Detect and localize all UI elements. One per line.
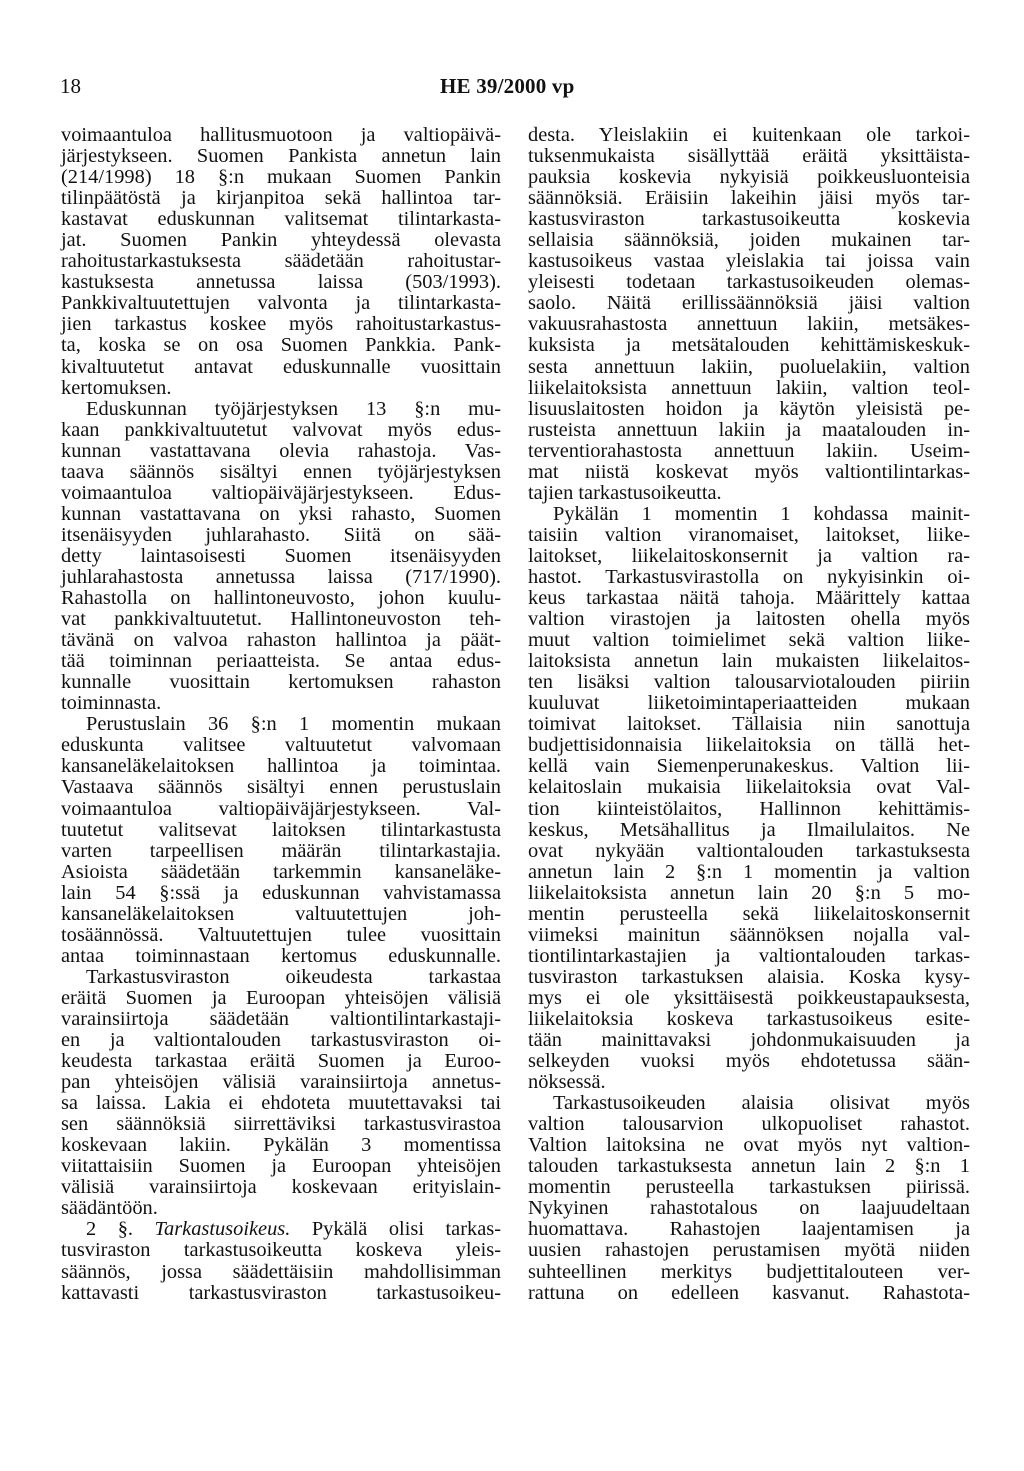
text-line: vat pankkivaltuutetut. Hallintoneuvoston teh- bbox=[61, 608, 501, 631]
text-line: selkeyden vuoksi myös ehdotetussa sään- bbox=[528, 1050, 970, 1073]
text-line: tion kiinteistölaitos, Hallinnon kehittämis- bbox=[528, 797, 970, 820]
text-line: liikelaitoksista annettuun lakiin, valtion teol- bbox=[528, 376, 970, 399]
text-line: järjestykseen. Suomen Pankista annetun lain bbox=[61, 145, 501, 168]
text-line: mat niistä koskevat myös valtiontilintarkas- bbox=[528, 460, 970, 483]
text-line: Eduskunnan työjärjestyksen 13 §:n mu- bbox=[86, 397, 501, 420]
text-line: momentin perusteella tarkastuksen piirissä. bbox=[528, 1176, 970, 1199]
text-line: viimeksi mainitun säännöksen nojalla val- bbox=[528, 923, 970, 946]
text-line: Vastaava säännös sisältyi ennen perustuslain bbox=[61, 776, 501, 799]
text-line: voimaantuloa valtiopäiväjärjestykseen. Edus- bbox=[61, 481, 501, 504]
text-line: nöksessä. bbox=[528, 1071, 606, 1094]
text-line: kuksista ja metsätalouden kehittämiskeskuk- bbox=[528, 334, 970, 357]
text-line: tilinpäätöstä ja kirjanpitoa sekä hallintoa tar- bbox=[61, 187, 501, 210]
text-line: toiminnasta. bbox=[61, 692, 162, 715]
text-line: voimaantuloa hallitusmuotoon ja valtiopäivä- bbox=[61, 124, 501, 146]
text-line: kunnan vastattavana olevia rahastoja. Vas- bbox=[61, 439, 501, 462]
text-line: lain 54 §:ssä ja eduskunnan vahvistamassa bbox=[61, 881, 501, 904]
text-fragment: 2 §. bbox=[86, 1218, 155, 1241]
text-line: tiontilintarkastajien ja valtiontalouden tarkas- bbox=[528, 944, 970, 967]
text-line: voimaantuloa valtiopäiväjärjestykseen. Val- bbox=[61, 797, 501, 820]
text-line: taisiin valtion viranomaiset, laitokset, liike- bbox=[528, 523, 970, 546]
text-line: eräitä Suomen ja Euroopan yhteisöjen välisiä bbox=[61, 986, 501, 1009]
text-line: kertomuksen. bbox=[61, 376, 172, 399]
text-line: kelaitoslain mukaisia liikelaitoksia ovat Val- bbox=[528, 776, 970, 799]
text-line: hastot. Tarkastusvirastolla on nykyisinkin oi- bbox=[528, 565, 970, 588]
text-line: tusviraston tarkastusoikeutta koskeva yleis- bbox=[61, 1239, 501, 1262]
page-number: 18 bbox=[60, 74, 81, 98]
text-line: terventiorahastosta annettuun lakiin. Useim- bbox=[528, 439, 970, 462]
text-line: Tarkastusviraston oikeudesta tarkastaa bbox=[86, 965, 501, 988]
text-line: vakuusrahastosta annettuun lakiin, metsäkes- bbox=[528, 313, 970, 336]
text-line: huomattava. Rahastojen laajentamisen ja bbox=[528, 1218, 970, 1241]
text-line: tävänä on valvoa rahaston hallintoa ja päät- bbox=[61, 629, 501, 652]
text-line: liikelaitoksista annetun lain 20 §:n 5 mo- bbox=[528, 881, 970, 904]
text-line: kunnan vastattavana on yksi rahasto, Suomen bbox=[61, 502, 501, 525]
running-head: HE 39/2000 vp bbox=[440, 74, 575, 98]
text-line: koskevaan lakiin. Pykälän 3 momentissa bbox=[61, 1134, 501, 1157]
text-line: detty laintasoisesti Suomen itsenäisyyden bbox=[61, 544, 501, 567]
text-line: mentin perusteella sekä liikelaitoskonsernit bbox=[528, 902, 970, 925]
text-line: uusien rahastojen perustamisen myötä niiden bbox=[528, 1239, 970, 1262]
text-line: kivaltuutetut antavat eduskunnalle vuosittain bbox=[61, 355, 501, 378]
text-line: tajien tarkastusoikeutta. bbox=[528, 481, 722, 504]
text-line: antaa toiminnastaan kertomus eduskunnalle. bbox=[61, 944, 501, 967]
text-line: kastavat eduskunnan valitsemat tilintarkasta- bbox=[61, 208, 501, 231]
text-line: tuksenmukaista sisällyttää eräitä yksittäista- bbox=[528, 145, 970, 168]
text-line: desta. Yleislakiin ei kuitenkaan ole tarkoi- bbox=[528, 124, 970, 146]
text-line: jien tarkastus koskee myös rahoitustarkastus- bbox=[61, 313, 501, 336]
text-line: sa laissa. Lakia ei ehdoteta muutettavaksi tai bbox=[61, 1092, 501, 1115]
text-line: kastuksesta annetussa laissa (503/1993). bbox=[61, 271, 501, 294]
text-line: eduskunta valitsee valtuutetut valvomaan bbox=[61, 734, 501, 757]
text-line: liikelaitoksia koskeva tarkastusoikeus esite- bbox=[528, 1007, 970, 1030]
text-line: kansaneläkelaitoksen valtuutettujen joh- bbox=[61, 902, 501, 925]
text-line: juhlarahastosta annetussa laissa (717/1990). bbox=[61, 565, 501, 588]
text-line: kastusoikeus vastaa yleislakia tai joissa vain bbox=[528, 250, 970, 273]
text-line: Asioista säädetään tarkemmin kansaneläke- bbox=[61, 860, 501, 883]
text-line: Pykälän 1 momentin 1 kohdassa mainit- bbox=[553, 502, 970, 525]
left-column bbox=[61, 125, 501, 1304]
text-line: keus tarkastaa näitä tahoja. Määrittely kattaa bbox=[528, 587, 970, 610]
text-line: säännös, jossa säädettäisiin mahdollisimman bbox=[61, 1260, 501, 1283]
text-line: toimivat laitokset. Tällaisia niin sanottuja bbox=[528, 713, 970, 736]
section-heading-italic: Tarkastusoikeus. bbox=[154, 1218, 291, 1241]
text-line: Tarkastusoikeuden alaisia olisivat myös bbox=[553, 1092, 970, 1115]
text-line: säädäntöön. bbox=[61, 1197, 158, 1220]
text-line: Pankkivaltuutettujen valvonta ja tilintarkasta- bbox=[61, 292, 501, 315]
text-line: Rahastolla on hallintoneuvosto, johon kuulu- bbox=[61, 587, 501, 610]
text-line: rattuna on edelleen kasvanut. Rahastota- bbox=[528, 1281, 970, 1304]
text-line: ten lisäksi valtion talousarviotalouden piiriin bbox=[528, 671, 970, 694]
text-line: valtion talousarvion ulkopuoliset rahastot. bbox=[528, 1113, 970, 1136]
text-line: pauksia koskevia nykyisiä poikkeusluonteisia bbox=[528, 166, 970, 189]
text-line: kuuluvat liiketoimintaperiaatteiden mukaan bbox=[528, 692, 970, 715]
text-line: tään mainittavaksi johdonmukaisuuden ja bbox=[528, 1029, 970, 1052]
text-line: Valtion laitoksina ne ovat myös nyt valtion- bbox=[528, 1134, 970, 1157]
text-line: välisiä varainsiirtoja koskevaan erityislain- bbox=[61, 1176, 501, 1199]
text-line: tosäännössä. Valtuutettujen tulee vuosittain bbox=[61, 923, 501, 946]
text-line: sellaisia säännöksiä, joiden mukainen tar- bbox=[528, 229, 970, 252]
text-line: valtion virastojen ja laitosten ohella myös bbox=[528, 608, 970, 631]
text-line: muut valtion toimielimet sekä valtion liike- bbox=[528, 629, 970, 652]
text-line: Nykyinen rahastotalous on laajuudeltaan bbox=[528, 1197, 970, 1220]
text-line: kattavasti tarkastusviraston tarkastusoikeu- bbox=[61, 1281, 501, 1304]
text-line: tää toiminnan periaatteista. Se antaa edus- bbox=[61, 650, 501, 673]
text-line: budjettisidonnaisia liikelaitoksia on tällä het- bbox=[528, 734, 970, 757]
text-line: rusteista annettuun lakiin ja maatalouden in- bbox=[528, 418, 970, 441]
text-line: säännöksiä. Eräisiin lakeihin jäisi myös tar- bbox=[528, 187, 970, 210]
text-line: (214/1998) 18 §:n mukaan Suomen Pankin bbox=[61, 166, 501, 189]
text-line: laitoksista annetun lain mukaisten liikelaitos- bbox=[528, 650, 970, 673]
text-line: itsenäisyyden juhlarahasto. Siitä on sää- bbox=[61, 523, 501, 546]
text-line: suhteellinen merkitys budjettitalouteen ver- bbox=[528, 1260, 970, 1283]
text-line: mys ei ole yksittäisestä poikkeustapauksesta, bbox=[528, 986, 970, 1009]
text-line: sen säännöksiä siirrettäviksi tarkastusvirastoa bbox=[61, 1113, 501, 1136]
text-line bbox=[61, 1219, 501, 1240]
text-line: laitokset, liikelaitoskonsernit ja valtion ra- bbox=[528, 544, 970, 567]
text-line: kellä vain Siemenperunakeskus. Valtion lii- bbox=[528, 755, 970, 778]
text-line: ta, koska se on osa Suomen Pankkia. Pank- bbox=[61, 334, 501, 357]
text-line: yleisesti todetaan tarkastusoikeuden olemas- bbox=[528, 271, 970, 294]
text-line: tuutetut valitsevat laitoksen tilintarkastusta bbox=[61, 818, 501, 841]
text-line: Perustuslain 36 §:n 1 momentin mukaan bbox=[86, 713, 501, 736]
text-line: en ja valtiontalouden tarkastusviraston oi- bbox=[61, 1029, 501, 1052]
text-line: viitattaisiin Suomen ja Euroopan yhteisöjen bbox=[61, 1155, 501, 1178]
text-line: varten tarpeellisen määrän tilintarkastajia. bbox=[61, 839, 501, 862]
text-line: kastusviraston tarkastusoikeutta koskevia bbox=[528, 208, 970, 231]
text-line: sesta annettuun lakiin, puoluelakiin, valtion bbox=[528, 355, 970, 378]
text-line: tusviraston tarkastuksen alaisia. Koska kysy- bbox=[528, 965, 970, 988]
text-line: talouden tarkastuksesta annetun lain 2 §:n 1 bbox=[528, 1155, 970, 1178]
text-fragment: Pykälä olisi tarkas- bbox=[290, 1218, 501, 1241]
text-line: jat. Suomen Pankin yhteydessä olevasta bbox=[61, 229, 501, 252]
text-line: kansaneläkelaitoksen hallintoa ja toimintaa. bbox=[61, 755, 501, 778]
text-line: kaan pankkivaltuutetut valvovat myös edus- bbox=[61, 418, 501, 441]
text-line: pan yhteisöjen välisiä varainsiirtoja annetus- bbox=[61, 1071, 501, 1094]
text-line: kunnalle vuosittain kertomuksen rahaston bbox=[61, 671, 501, 694]
text-line: keudesta tarkastaa eräitä Suomen ja Euroo- bbox=[61, 1050, 501, 1073]
text-line: rahoitustarkastuksesta säädetään rahoitustar- bbox=[61, 250, 501, 273]
text-line: varainsiirtoja säädetään valtiontilintarkastaji- bbox=[61, 1007, 501, 1030]
text-line: saolo. Näitä erillissäännöksiä jäisi valtion bbox=[528, 292, 970, 315]
text-line: ovat nykyään valtiontalouden tarkastuksesta bbox=[528, 839, 970, 862]
text-line: taava säännös sisältyi ennen työjärjestyksen bbox=[61, 460, 501, 483]
text-line: annetun lain 2 §:n 1 momentin ja valtion bbox=[528, 860, 970, 883]
text-line: lisuuslaitosten hoidon ja käytön yleisistä pe- bbox=[528, 397, 970, 420]
text-line: keskus, Metsähallitus ja Ilmailulaitos. Ne bbox=[528, 818, 970, 841]
right-column bbox=[528, 125, 970, 1304]
